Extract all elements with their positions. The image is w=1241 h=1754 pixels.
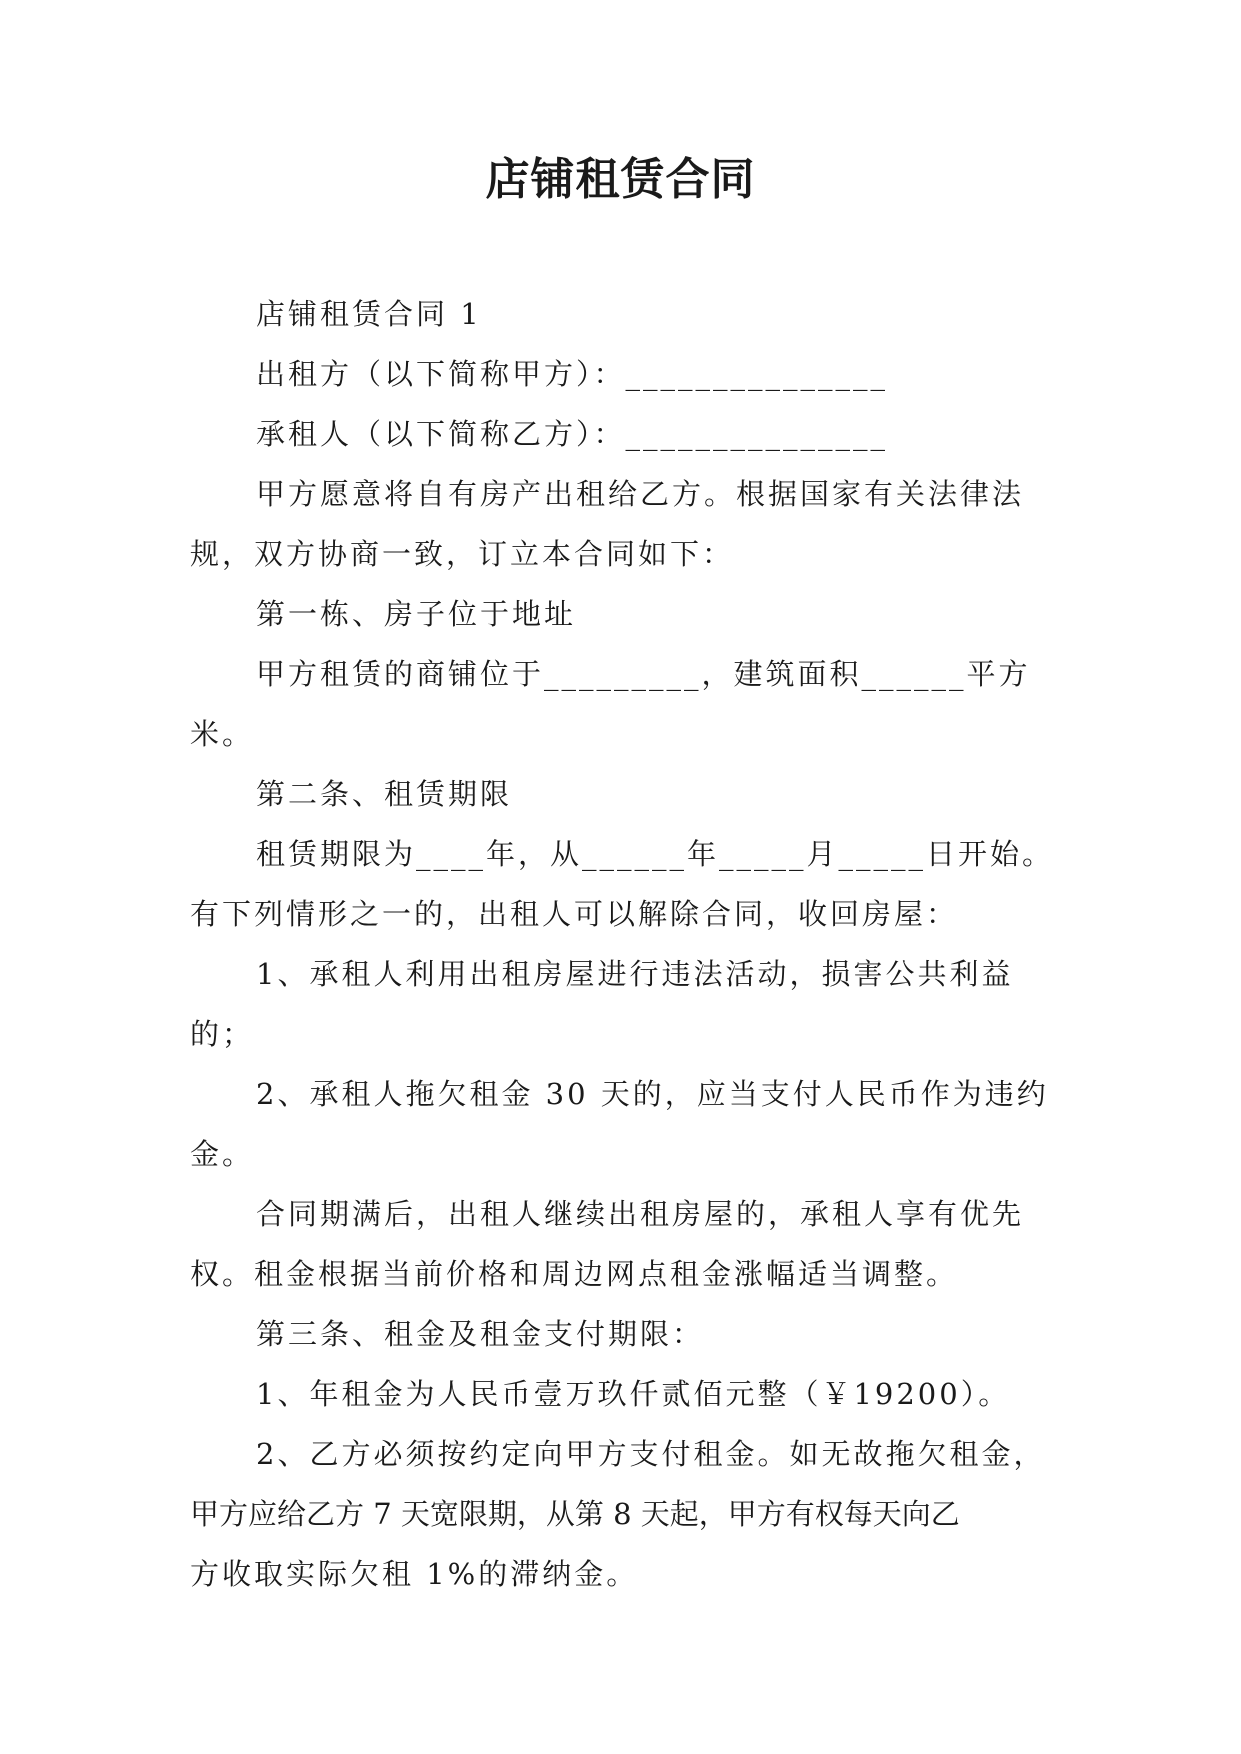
preamble-line-1: 甲方愿意将自有房产出租给乙方。根据国家有关法律法 [256,477,1025,511]
contract-heading: 店铺租赁合同 1 [256,297,482,331]
termination-intro: 有下列情形之一的，出租人可以解除合同，收回房屋： [190,897,959,931]
termination-item-1-line-1: 1、承租人利用出租房屋进行违法活动，损害公共利益 [256,957,1014,991]
lease-term-line: 租赁期限为____年，从______年_____月_____日开始。 [256,837,1055,871]
shop-location-line-2: 米。 [190,717,255,751]
shop-location-line-1: 甲方租赁的商铺位于_________，建筑面积______平方 [256,657,1031,691]
article-1-heading: 第一栋、房子位于地址 [256,597,577,631]
document-title: 店铺租赁合同 [485,154,756,205]
rent-item-2-line-3: 方收取实际欠租 1%的滞纳金。 [190,1557,639,1591]
renewal-line-1: 合同期满后，出租人继续出租房屋的，承租人享有优先 [256,1197,1025,1231]
renewal-line-2: 权。租金根据当前价格和周边网点租金涨幅适当调整。 [190,1257,959,1291]
rent-item-2-line-2: 甲方应给乙方 7 天宽限期，从第 8 天起，甲方有权每天向乙 [190,1497,960,1531]
document-body [190,284,1060,1604]
termination-item-2-line-2: 金。 [190,1137,255,1171]
lessee-line: 承租人（以下简称乙方）：_______________ [256,417,889,451]
termination-item-1-line-2: 的； [190,1017,255,1051]
article-2-heading: 第二条、租赁期限 [256,777,513,811]
article-3-heading: 第三条、租金及租金支付期限： [256,1317,705,1351]
preamble-line-2: 规，双方协商一致，订立本合同如下： [190,537,735,571]
rent-item-1: 1、年租金为人民币壹万玖仟贰佰元整（￥19200）。 [256,1377,1011,1411]
rent-item-2-line-1: 2、乙方必须按约定向甲方支付租金。如无故拖欠租金， [256,1437,1046,1471]
termination-item-2-line-1: 2、承租人拖欠租金 30 天的，应当支付人民币作为违约 [256,1077,1049,1111]
lessor-line: 出租方（以下简称甲方）：_______________ [256,357,889,391]
